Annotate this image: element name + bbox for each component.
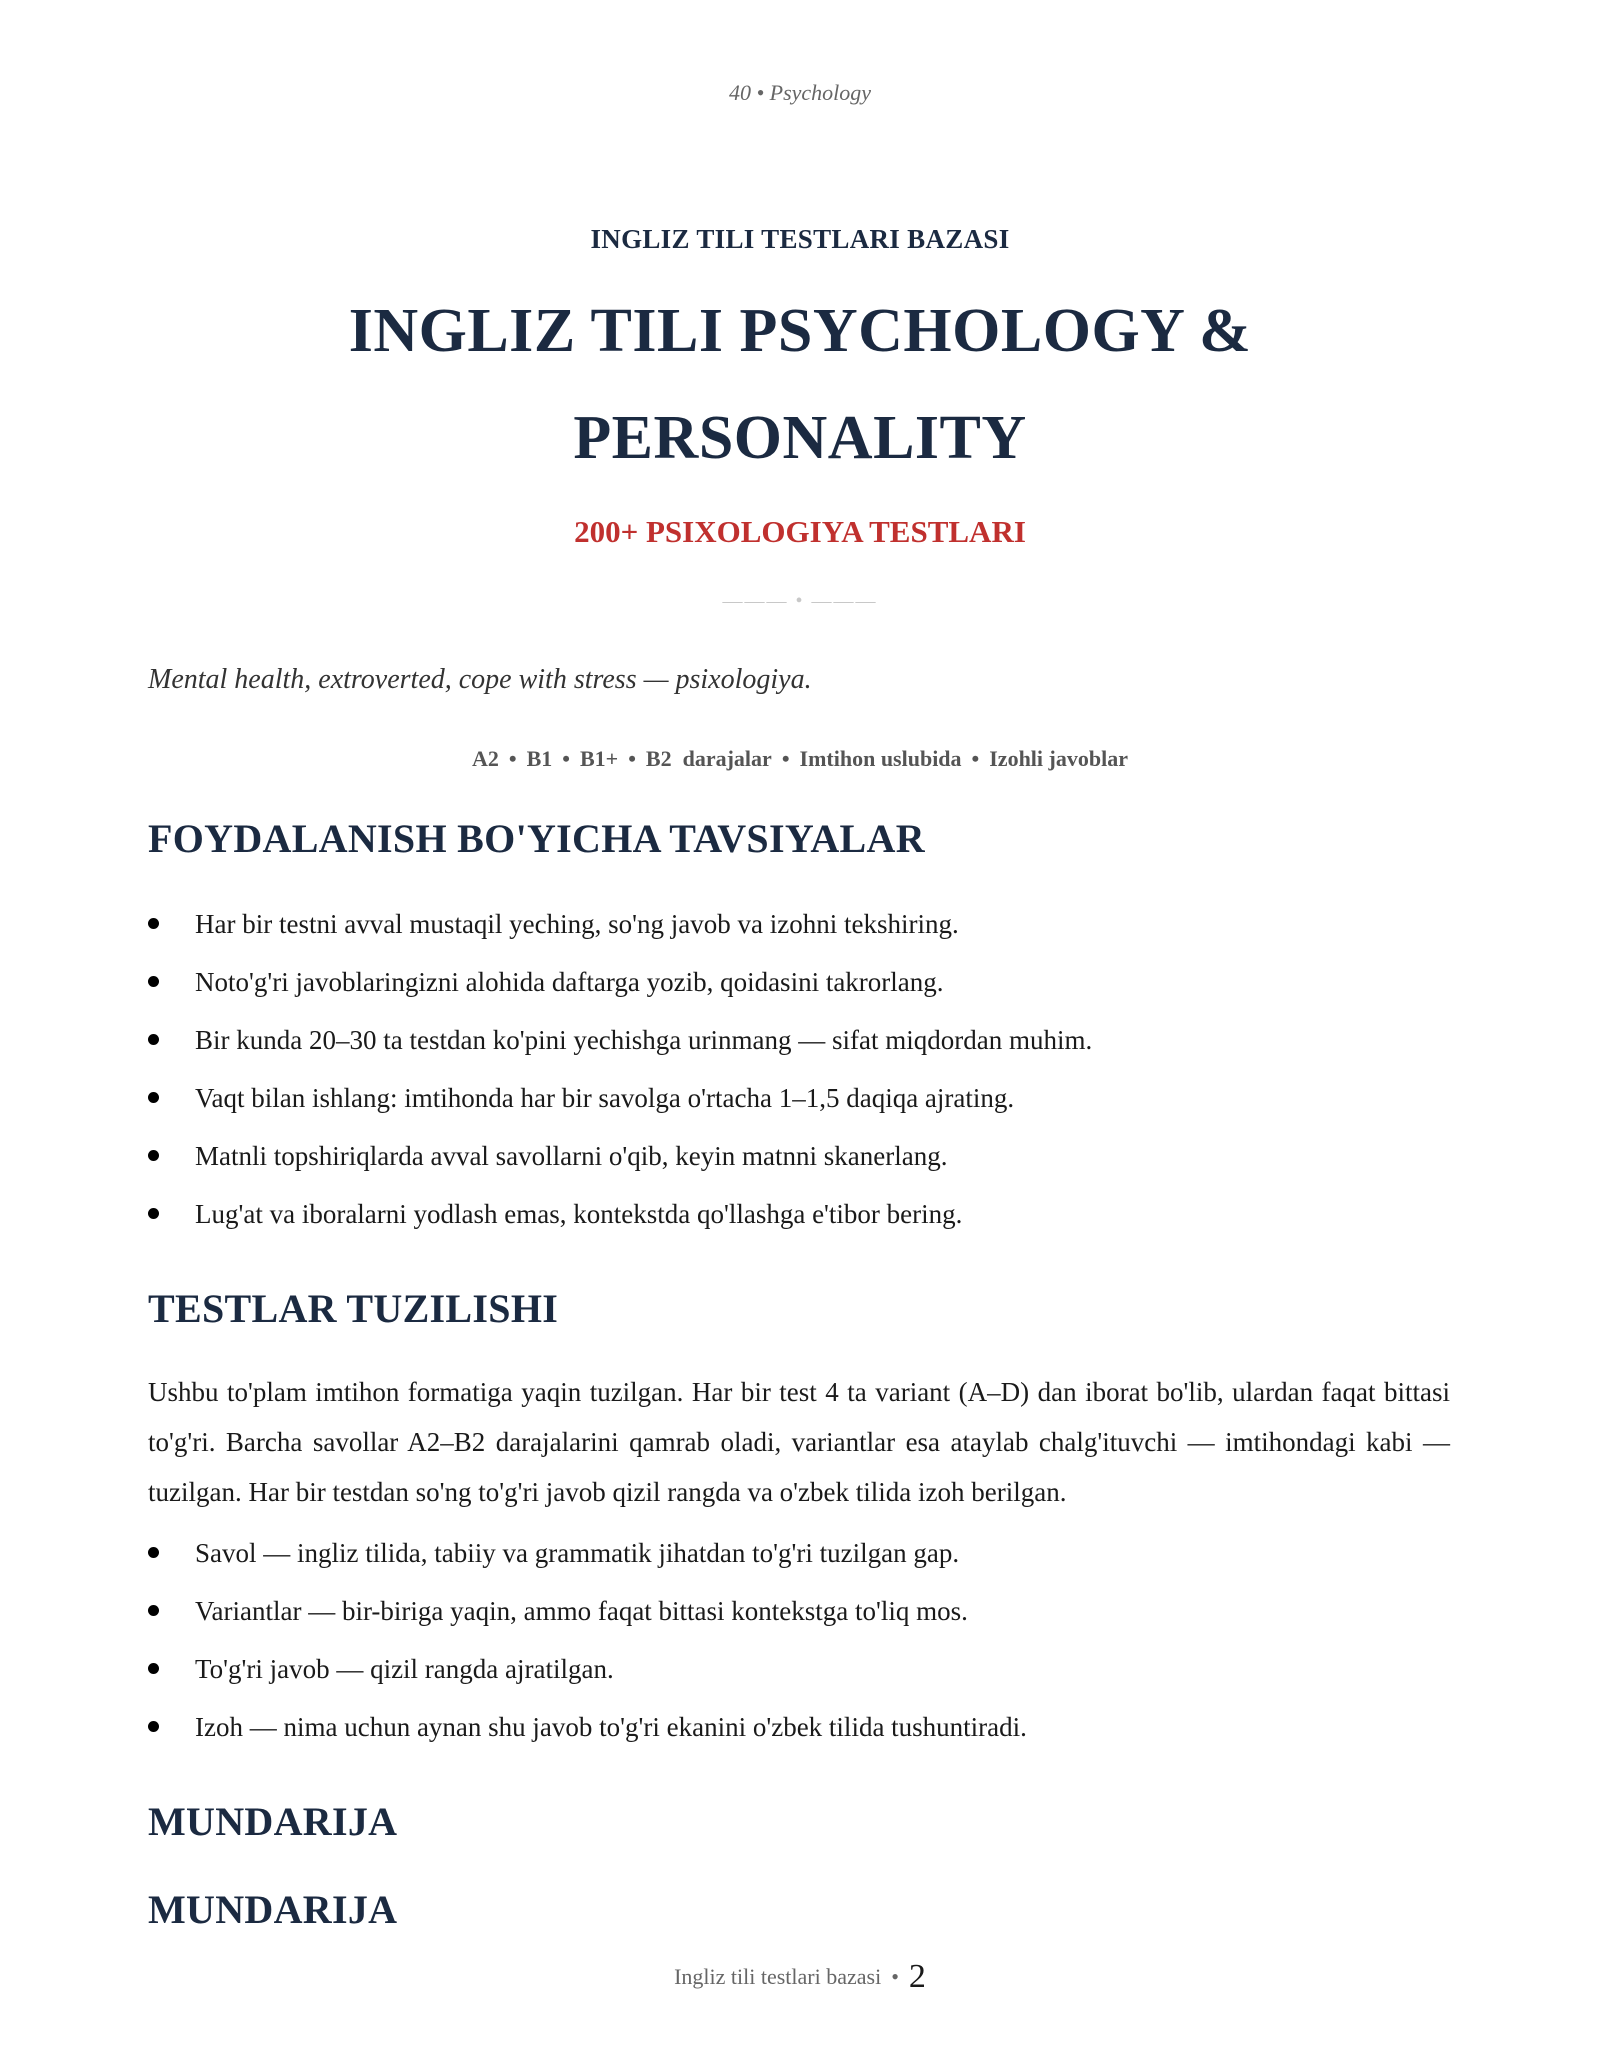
bullet-icon: [148, 1721, 159, 1732]
subtitle: 200+ PSIXOLOGIYA TESTLARI: [574, 514, 1026, 549]
list-item: [148, 1698, 1458, 1756]
bullet-icon: [148, 1208, 159, 1219]
meta-item: Imtihon uslubida: [799, 746, 962, 771]
section-heading-mundarija: MUNDARIJA: [148, 1799, 398, 1844]
list-item-text: To'g'ri javob — qizil rangda ajratilgan.: [195, 1654, 614, 1684]
meta-separator: •: [508, 746, 517, 771]
meta-separator: •: [628, 746, 636, 771]
bullet-icon: [148, 1663, 159, 1674]
list-item-text: Lug'at va iboralarni yodlash emas, kontekstda qo'llashga e'tibor bering.: [195, 1199, 963, 1229]
meta-separator: •: [971, 746, 980, 771]
main-title-line-1: INGLIZ TILI PSYCHOLOGY &: [348, 297, 1252, 365]
main-title-line-2: PERSONALITY: [573, 404, 1027, 472]
page-footer: [0, 1958, 1600, 1996]
list-item-text: Matnli topshiriqlarda avval savollarni o'qib, keyin matnni skanerlang.: [195, 1141, 948, 1171]
list-item-text: Variantlar — bir-biriga yaqin, ammo faqat bittasi kontekstga to'liq mos.: [195, 1596, 968, 1626]
bullet-icon: [148, 1547, 159, 1558]
tagline: Mental health, extroverted, cope with stress — psixologiya.: [148, 664, 812, 695]
running-header: 40 • Psychology: [728, 80, 872, 105]
list-item: [148, 1582, 1458, 1640]
meta-separator: •: [781, 746, 790, 771]
list-item: [148, 1127, 1458, 1185]
list-item-text: Noto'g'ri javoblaringizni alohida daftarga yozib, qoidasini takrorlang.: [195, 967, 944, 997]
list-item: [148, 1011, 1458, 1069]
section-heading-tavsiyalar: FOYDALANISH BO'YICHA TAVSIYALAR: [148, 816, 925, 861]
footer-text: Ingliz tili testlari bazasi: [674, 1964, 882, 1989]
bullet-icon: [148, 1034, 159, 1045]
bullet-icon: [148, 1092, 159, 1103]
list-item-text: Bir kunda 20–30 ta testdan ko'pini yechishga urinmang — sifat miqdordan muhim.: [195, 1025, 1093, 1055]
structure-paragraph: Ushbu to'plam imtihon formatiga yaqin tuzilgan. Har bir test 4 ta variant (A–D) dan iborat bo'lib, ulardan faqat bittasi to'g'ri. Barcha savollar A2–B2 darajalarini qamrab oladi, variantlar esa ataylab chalg'ituvchi — imtihondagi kabi — tuzilgan. Har bir testdan so'ng to'g'ri javob qizil rangda va o'zbek tilida izoh berilgan.: [148, 1377, 1450, 1507]
bullet-icon: [148, 1150, 159, 1161]
bullet-icon: [148, 976, 159, 987]
bullet-icon: [148, 918, 159, 929]
recommendations-list: [148, 895, 1458, 1243]
list-item-text: Savol — ingliz tilida, tabiiy va grammatik jihatdan to'g'ri tuzilgan gap.: [195, 1538, 960, 1568]
list-item: [148, 1069, 1458, 1127]
kicker: INGLIZ TILI TESTLARI BAZASI: [590, 224, 1010, 254]
ornament-divider: ——— • ———: [722, 590, 878, 612]
page-number: 2: [908, 1958, 926, 1995]
list-item-text: Har bir testni avval mustaqil yeching, so'ng javob va izohni tekshiring.: [195, 909, 959, 939]
main-title: [200, 278, 1400, 492]
section-heading-mundarija-2: MUNDARIJA: [148, 1887, 398, 1932]
list-item-text: Izoh — nima uchun aynan shu javob to'g'ri ekanini o'zbek tilida tushuntiradi.: [195, 1712, 1027, 1742]
footer-separator: •: [891, 1964, 899, 1989]
structure-list: [148, 1524, 1458, 1756]
bullet-icon: [148, 1605, 159, 1616]
list-item-text: Vaqt bilan ishlang: imtihonda har bir savolga o'rtacha 1–1,5 daqiqa ajrating.: [195, 1083, 1015, 1113]
list-item: [148, 953, 1458, 1011]
meta-item: Izohli javoblar: [989, 746, 1128, 771]
meta-separator: •: [562, 746, 570, 771]
meta-item: B1: [526, 746, 553, 771]
section-heading-tuzilishi: TESTLAR TUZILISHI: [148, 1286, 559, 1331]
meta-item: B1+: [580, 746, 619, 771]
list-item: [148, 895, 1458, 953]
list-item: [148, 1524, 1458, 1582]
level-meta-line: [0, 746, 1600, 772]
meta-item: B2 darajalar: [645, 746, 772, 771]
list-item: [148, 1640, 1458, 1698]
list-item: [148, 1185, 1458, 1243]
meta-item: A2: [472, 746, 499, 771]
